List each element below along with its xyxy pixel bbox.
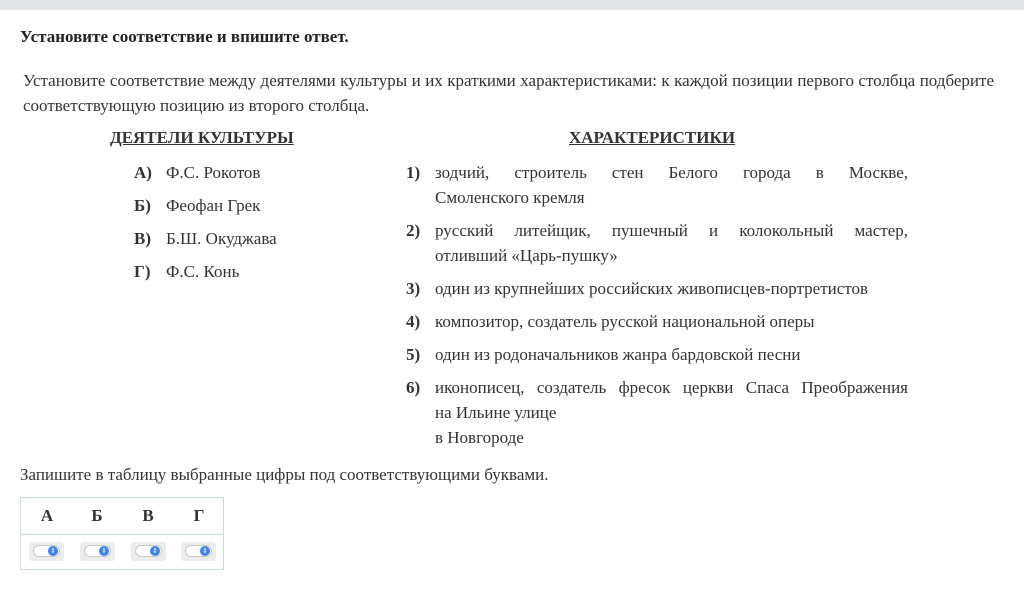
figure-item-a	[134, 160, 260, 185]
trait-item-1	[406, 160, 908, 210]
trait-text-line: иконописец, создатель фресок церкви Спаса Преображения	[435, 378, 908, 397]
trait-text: один из крупнейших российских живописцев-портретистов	[435, 279, 869, 298]
figure-name: Ф.С. Рокотов	[166, 163, 261, 182]
up-down-arrows-icon[interactable]: ⇕	[150, 546, 160, 556]
figure-name: Ф.С. Конь	[166, 262, 240, 281]
trait-number: 5)	[406, 345, 421, 364]
figure-letter: Г)	[134, 262, 151, 281]
trait-item-4	[406, 309, 908, 334]
figure-item-b	[134, 193, 260, 218]
trait-text-line: в Новгороде	[435, 428, 524, 447]
up-down-arrows-icon[interactable]: ⇕	[99, 546, 109, 556]
trait-item-6	[406, 375, 908, 450]
figure-name: Б.Ш. Окуджава	[166, 229, 277, 248]
trait-item-5	[406, 342, 908, 367]
figure-letter: А)	[134, 163, 152, 182]
top-strip	[0, 0, 1024, 10]
trait-item-3	[406, 276, 908, 301]
answer-table	[20, 497, 224, 570]
trait-number: 1)	[406, 163, 421, 182]
trait-text-line: зодчий, строитель стен Белого города в Москве,	[435, 163, 908, 182]
figure-name: Феофан Грек	[166, 196, 261, 215]
trait-number: 2)	[406, 221, 421, 240]
figure-item-g	[134, 259, 239, 284]
answer-select-b[interactable]	[80, 542, 115, 561]
select-field[interactable]	[33, 545, 60, 557]
figure-item-v	[134, 226, 277, 251]
answer-header-v: В	[142, 506, 154, 525]
trait-text-line: на Ильине улице	[435, 403, 557, 422]
select-field[interactable]	[135, 545, 162, 557]
trait-number: 4)	[406, 312, 421, 331]
answer-select-g[interactable]	[181, 542, 216, 561]
answer-header-a: А	[40, 506, 54, 525]
up-down-arrows-icon[interactable]: ⇕	[200, 546, 210, 556]
trait-item-2	[406, 218, 908, 268]
answer-select-v[interactable]	[131, 542, 166, 561]
answer-instruction: Запишите в таблицу выбранные цифры под соответствующими буквами.	[20, 465, 549, 484]
figure-letter: Б)	[134, 196, 151, 215]
trait-number: 3)	[406, 279, 421, 298]
trait-text-line: отливший «Царь-пушку»	[435, 246, 618, 265]
figure-letter: В)	[134, 229, 151, 248]
answer-header-b: Б	[91, 506, 103, 525]
answer-select-a[interactable]	[29, 542, 64, 561]
trait-number: 6)	[406, 378, 421, 397]
up-down-arrows-icon[interactable]: ⇕	[48, 546, 58, 556]
select-field[interactable]	[185, 545, 212, 557]
trait-text-line: русский литейщик, пушечный и колокольный мастер,	[435, 221, 908, 240]
task-intro: Установите соответствие между деятелями культуры и их краткими характеристиками: к каждой позиции первого столбца подберите соответствующую позицию из второго столбца.	[23, 71, 994, 115]
trait-text: один из родоначальников жанра бардовской песни	[435, 345, 801, 364]
task-heading: Установите соответствие и впишите ответ.	[20, 27, 349, 46]
answer-header-g: Г	[193, 506, 205, 525]
column-title-figures: ДЕЯТЕЛИ КУЛЬТУРЫ	[110, 128, 294, 147]
trait-text-line: Смоленского кремля	[435, 188, 585, 207]
select-field[interactable]	[84, 545, 111, 557]
column-title-traits: ХАРАКТЕРИСТИКИ	[569, 128, 736, 147]
trait-text: композитор, создатель русской национальной оперы	[435, 312, 815, 331]
answer-table-header	[21, 498, 223, 535]
